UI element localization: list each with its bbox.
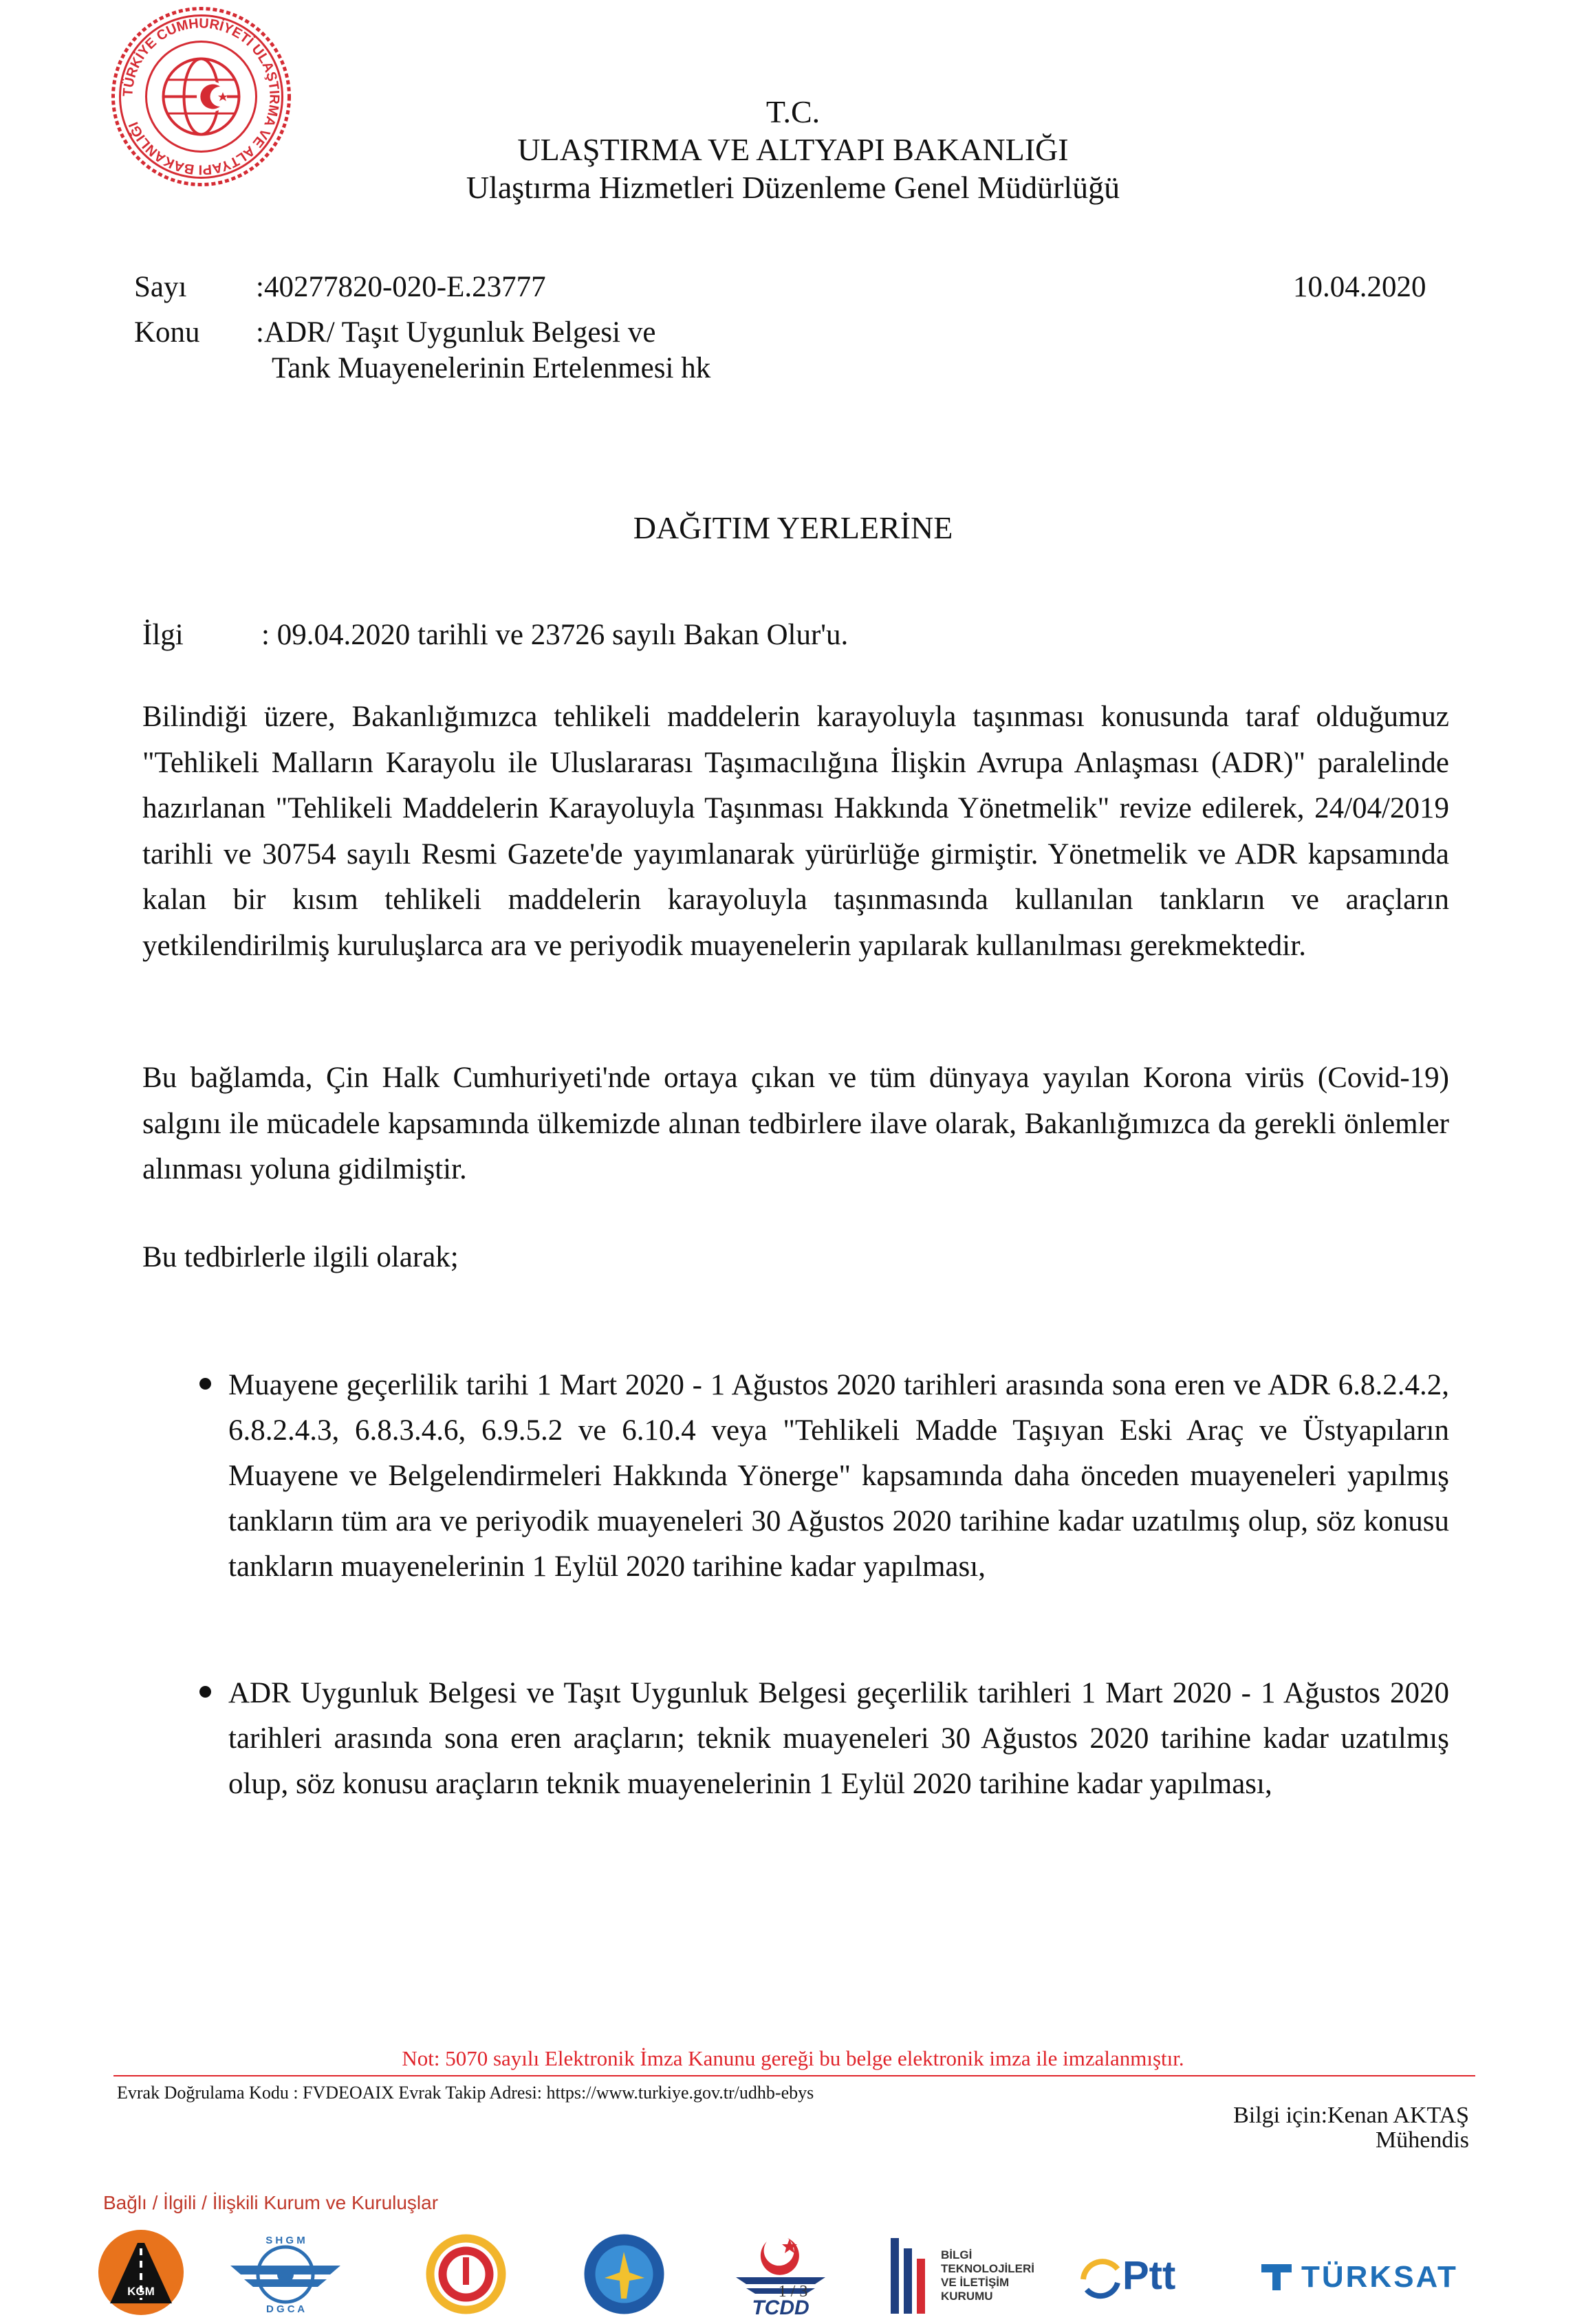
paragraph-1: Bilindiği üzere, Bakanlığımızca tehlikeli maddelerin karayoluyla taşınması konusunda taraf olduğumuz "Tehlikeli Malların Karayolu ile Uluslararası Taşımacılığına İlişkin Avrupa Anlaşması (ADR)" paralelinde hazırlanan "Tehlikeli Maddelerin Karayoluyla Taşınması Hakkında Yönetmelik" revize edilerek, 24/04/2019 tarihli ve 30754 sayılı Resmi Gazete'de yayımlanarak yürürlüğe girmiştir. Yönetmelik ve ADR kapsamında kalan bir kısım tehlikeli maddelerin karayoluyla taşınmasında kullanılan tankların ve araçların yetkilendirilmiş kuruluşlarca ara ve periyodik muayenelerin yapılarak kullanılması gerekmektedir.: [142, 701, 1449, 962]
tcdd-label: TCDD: [752, 2296, 810, 2319]
e-signature-note: Not: 5070 sayılı Elektronik İmza Kanunu gereği bu belge elektronik imza ile imzalanmıştır.: [402, 2046, 1184, 2070]
ilgi-text: : 09.04.2020 tarihli ve 23726 sayılı Bakan Olur'u.: [261, 619, 849, 651]
header-tc: T.C.: [765, 94, 821, 129]
kgm-label: KGM: [127, 2285, 155, 2298]
shgm-bottom-label: D G C A: [265, 2303, 305, 2315]
btk-label-3: VE İLETİŞİM: [941, 2276, 1010, 2289]
bullet-item-1: Muayene geçerlilik tarihi 1 Mart 2020 - 1 Ağustos 2020 tarihleri arasında sona eren ve ADR 6.8.2.4.2, 6.8.2.4.3, 6.8.3.4.6, 6.9.5.2 ve 6.10.4 veya "Tehlikeli Madde Taşıyan Eski Araç ve Üstyapıların Muayene ve Belgelendirmeleri Hakkında Yönerge" kapsamında daha önceden muayeneleri yapılmış tankların tüm ara ve periyodik muayeneleri 30 Ağustos 2020 tarihine kadar uzatılmış olup, söz konusu tankların muayenelerinin 1 Eylül 2020 tarihine kadar yapılması,: [228, 1369, 1449, 1583]
btk-logo: [887, 2235, 1045, 2317]
ilgi-label: İlgi: [142, 619, 184, 651]
footer-divider: [113, 2075, 1475, 2076]
verification-code: Evrak Doğrulama Kodu : FVDEOAIX Evrak Takip Adresi: https://www.turkiye.gov.tr/udhb-ebys: [117, 2083, 814, 2103]
directorate-name: Ulaştırma Hizmetleri Düzenleme Genel Müdürlüğü: [466, 170, 1120, 205]
paragraph-3: Bu tedbirlerle ilgili olarak;: [142, 1241, 459, 1273]
related-institutions-title: Bağlı / İlgili / İlişkili Kurum ve Kuruluşlar: [103, 2192, 439, 2213]
sayi-label: Sayı: [134, 271, 187, 303]
btk-label-4: KURUMU: [941, 2290, 993, 2303]
kiyi-emniyeti-logo: [423, 2231, 509, 2317]
bullet-dot: [199, 1378, 211, 1390]
sayi-value: :40277820-020-E.23777: [256, 271, 546, 303]
shgm-top-label: S H G M: [265, 2235, 305, 2246]
ptt-label: Ptt: [1122, 2253, 1176, 2298]
seal-text: TÜRKİYE CUMHURİYETİ ULAŞTIRMA VE ALTYAPI BAKANLIĞI: [120, 16, 282, 177]
bullet-dot: [199, 1686, 211, 1698]
konu-line1: :ADR/ Taşıt Uygunluk Belgesi ve: [256, 316, 656, 349]
konu-line2: Tank Muayenelerinin Ertelenmesi hk: [272, 352, 711, 384]
konu-label: Konu: [134, 316, 200, 349]
institution-logos: [96, 2228, 1492, 2324]
info-title: Mühendis: [1376, 2127, 1469, 2153]
btk-label-2: TEKNOLOJİLERİ: [941, 2262, 1035, 2275]
paragraph-2: Bu bağlamda, Çin Halk Cumhuriyeti'nde ortaya çıkan ve tüm dünyaya yayılan Korona virüs (Covid-19) salgını ile mücadele kapsamında ülkemizde alınan tedbirlere ilave olarak, Bakanlığımızca da gerekli önlemler alınması yoluna gidilmiştir.: [142, 1062, 1449, 1185]
bullet-item-2: ADR Uygunluk Belgesi ve Taşıt Uygunluk Belgesi geçerlilik tarihleri 1 Mart 2020 - 1 Ağustos 2020 tarihleri arasında sona eren araçların; teknik muayeneleri 30 Ağustos 2020 tarihine kadar uzatılmış olup, söz konusu araçların teknik muayenelerinin 1 Eylül 2020 tarihine kadar yapılması,: [228, 1677, 1449, 1800]
tcdd-logo: [729, 2228, 832, 2321]
ministry-name: ULAŞTIRMA VE ALTYAPI BAKANLIĞI: [517, 132, 1069, 167]
info-contact: Bilgi için:Kenan AKTAŞ: [1233, 2103, 1469, 2128]
kgm-logo: [96, 2228, 186, 2317]
document-date: 10.04.2020: [1293, 271, 1426, 303]
btk-label-1: BİLGİ: [941, 2248, 973, 2261]
shgm-logo: [227, 2235, 344, 2317]
recipient: DAĞITIM YERLERİNE: [633, 510, 953, 545]
turksat-label: TÜRKSAT: [1301, 2260, 1458, 2294]
page-number: 1 / 3: [778, 2283, 808, 2301]
dhmi-logo: [581, 2231, 667, 2317]
